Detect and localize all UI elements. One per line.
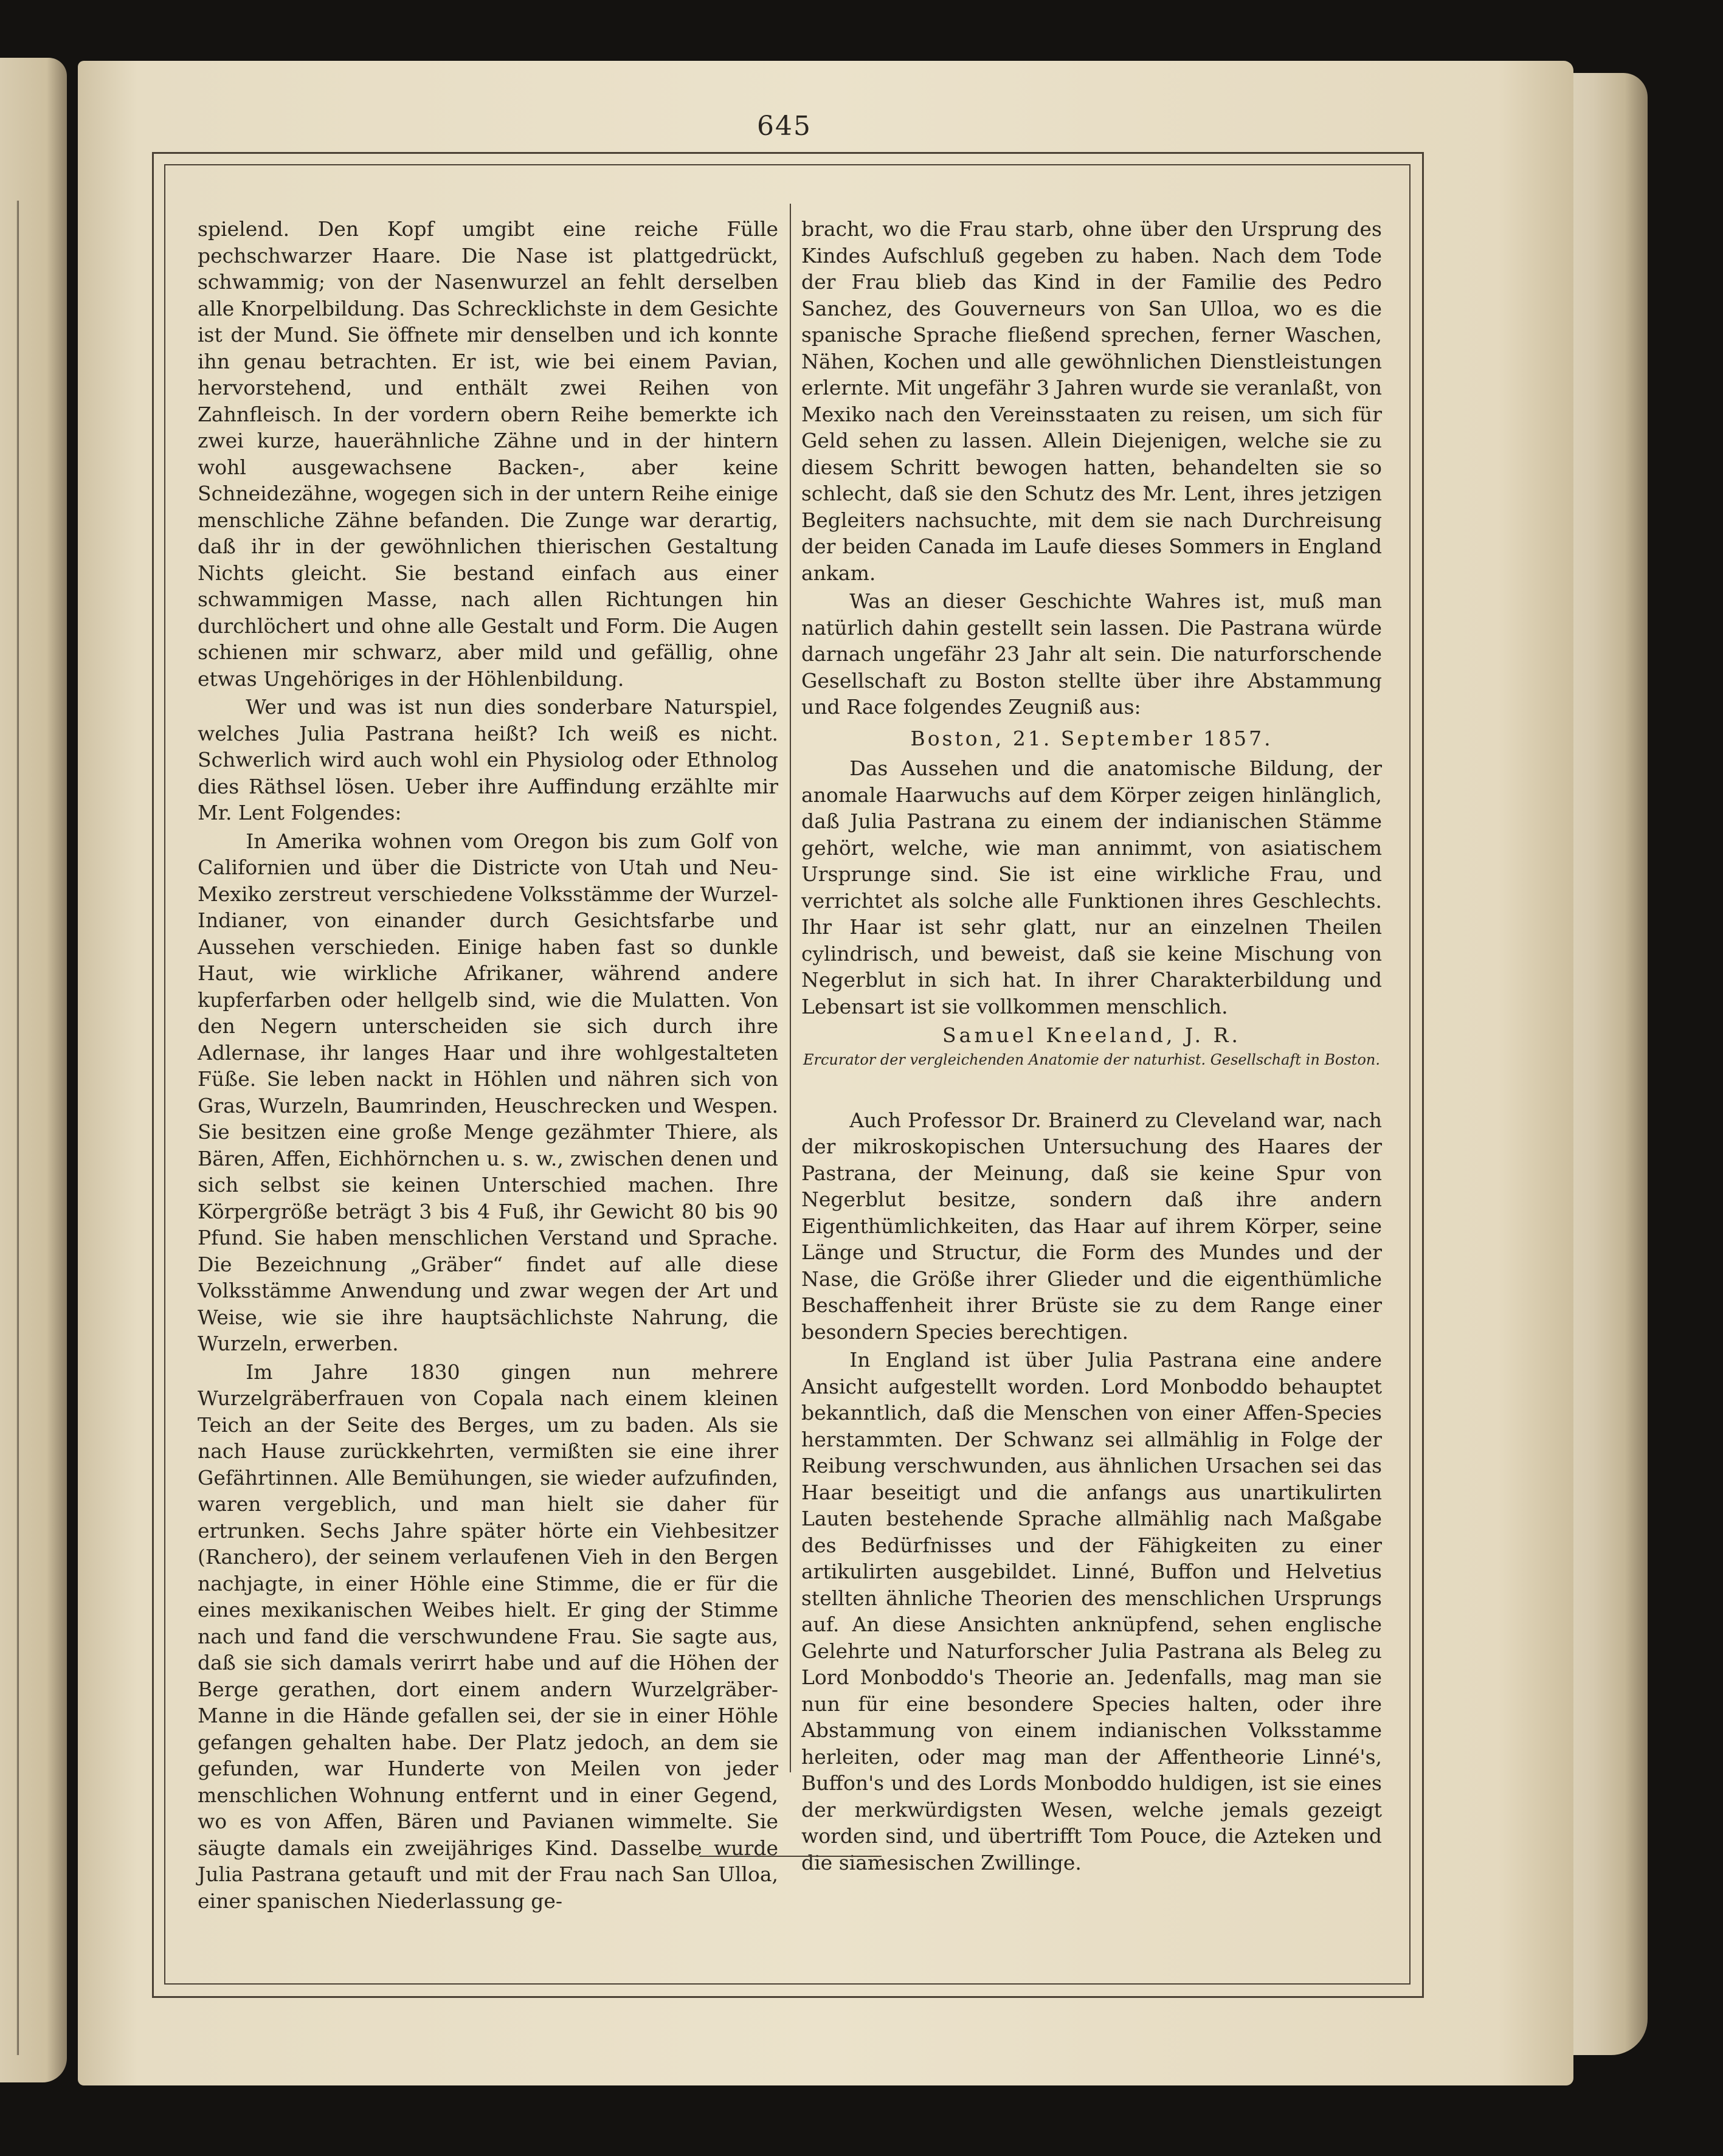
- bottom-rule: [699, 1856, 882, 1857]
- paragraph: bracht, wo die Frau starb, ohne über den Ursprung des Kindes Aufschluß gegeben zu haben. Nach dem Tode der Frau blieb das Kind in der Familie des Pedro Sanchez, des Gouverneurs von San Ulloa, wo es die spanische Sprache fließend sprechen, ferner Waschen, Nähen, Kochen und alle gewöhnlichen Dienstleistungen erlernte. Mit ungefähr 3 Jahren wurde sie veranlaßt, von Mexiko nach den Vereinsstaaten zu reisen, um sich für Geld sehen zu lassen. Allein Diejenigen, welche sie zu diesem Schritt bewogen hatten, behandelten sie so schlecht, daß sie den Schutz des Mr. Lent, ihres jetzigen Begleiters nachsuchte, mit dem sie nach Durchreisung der beiden Canada im Laufe dieses Sommers in England ankam.: [801, 217, 1382, 585]
- paragraph: spielend. Den Kopf umgibt eine reiche Fülle pechschwarzer Haare. Die Nase ist plattgedrückt, schwammig; von der Nasenwurzel an fehlt derselben alle Knorpelbildung. Das Schrecklichste in dem Gesichte ist der Mund. Sie öffnete mir denselben und ich konnte ihn genau betrachten. Er ist, wie bei einem Pavian, hervorstehend, und enthält zwei Reihen von Zahnfleisch. In der vordern obern Reihe bemerkte ich zwei kurze, hauerähnliche Zähne und in der hintern wohl ausgewachsene Backen-, aber keine Schneidezähne, wogegen sich in der untern Reihe einige menschliche Zähne befanden. Die Zunge war derartig, daß ihr in der gewöhnlichen thierischen Gestaltung Nichts gleicht. Sie bestand einfach aus einer schwammigen Masse, nach allen Richtungen hin durchlöchert und ohne alle Gestalt und Form. Die Augen schienen mir schwarz, aber mild und gefällig, ohne etwas Ungehöriges in der Höhlenbildung.: [198, 217, 778, 691]
- certificate-signature: Samuel Kneeland, J. R.: [942, 1023, 1241, 1047]
- certificate-dateline: Boston, 21. September 1857.: [910, 726, 1273, 750]
- page-number: 645: [757, 111, 812, 142]
- signature-title: Ercurator der vergleichenden Anatomie der naturhist. Gesellschaft in Boston.: [803, 1051, 1380, 1068]
- paragraph: Wer und was ist nun dies sonderbare Naturspiel, welches Julia Pastrana heißt? Ich weiß es nicht. Schwerlich wird auch wohl ein Physiolog oder Ethnolog dies Räthsel lösen. Ueber ihre Auffindung erzählte mir Mr. Lent Folgendes:: [198, 695, 778, 824]
- column-divider: [790, 204, 791, 1772]
- certificate-text: Das Aussehen und die anatomische Bildung, der anomale Haarwuchs auf dem Körper zeigen hinlänglich, daß Julia Pastrana zu einem der indianischen Stämme gehört, welche, wie man annimmt, von asiatischem Ursprunge sind. Sie ist eine wirkliche Frau, und verrichtet als solche alle Funktionen ihres Geschlechts. Ihr Haar ist sehr glatt, nur an einzelnen Theilen cylindrisch, und beweist, daß sie keine Mischung von Negerblut in sich hat. In ihrer Charakterbildung und Lebensart ist sie vollkommen menschlich.: [801, 756, 1382, 1018]
- left-column: [198, 216, 778, 1914]
- paragraph: Was an dieser Geschichte Wahres ist, muß man natürlich dahin gestellt sein lassen. Die Pastrana würde darnach ungefähr 23 Jahr alt sein. Die naturforschende Gesellschaft zu Boston stellte über ihre Abstammung und Race folgendes Zeugniß aus:: [801, 589, 1382, 719]
- section-gap: [801, 1069, 1382, 1107]
- paragraph: Im Jahre 1830 gingen nun mehrere Wurzelgräberfrauen von Copala nach einem kleinen Teich an der Seite des Berges, um zu baden. Als sie nach Hause zurückkehrten, vermißten sie eine ihrer Gefährtinnen. Alle Bemühungen, sie wieder aufzufinden, waren vergeblich, und man hielt sie daher für ertrunken. Sechs Jahre später hörte ein Viehbesitzer (Ranchero), der seinem verlaufenen Vieh in den Bergen nachjagte, in einer Höhle eine Stimme, die er für die eines mexikanischen Weibes hielt. Er ging der Stimme nach und fand die verschwundene Frau. Sie sagte aus, daß sie sich damals verirrt habe und auf die Höhen der Berge gerathen, dort einem andern Wurzelgräber-Manne in die Hände gefallen sei, der sie in einer Höhle gefangen gehalten habe. Der Platz jedoch, an dem sie gefunden, war Hunderte von Meilen von jeder menschlichen Wohnung entfernt und in einer Gegend, wo es von Affen, Bären und Pavianen wimmelte. Sie säugte damals ein zweijähriges Kind. Dasselbe wurde Julia Pastrana getauft und mit der Frau nach San Ulloa, einer spanischen Niederlassung ge-: [198, 1360, 778, 1913]
- paragraph: In England ist über Julia Pastrana eine andere Ansicht aufgestellt worden. Lord Monboddo behauptet bekanntlich, daß die Menschen von einer Affen-Species herstammten. Der Schwanz sei allmählig in Folge der Reibung verschwunden, aus ähnlichen Ursachen sei das Haar beseitigt und die anfangs aus unartikulirten Lauten bestehende Sprache allmählig nach Maßgabe des Bedürfnisses und der Fähigkeiten zu einer artikulirten ausgebildet. Linné, Buffon und Helvetius stellten ähnliche Theorien des menschlichen Ursprungs auf. An diese Ansichten anknüpfend, sehen englische Gelehrte und Naturforscher Julia Pastrana als Beleg zu Lord Monboddo's Theorie an. Jedenfalls, mag man sie nun für eine besondere Species halten, oder ihre Abstammung von einem indianischen Volksstamme herleiten, oder mag man der Affentheorie Linné's, Buffon's und des Lords Monboddo huldigen, ist sie eines der merkwürdigsten Wesen, welche jemals gezeigt worden sind, und übertrifft Tom Pouce, die Azteken und die siamesischen Zwillinge.: [801, 1348, 1382, 1874]
- paragraph: Auch Professor Dr. Brainerd zu Cleveland war, nach der mikroskopischen Untersuchung des Haares der Pastrana, der Meinung, daß sie keine Spur von Negerblut besitze, sondern daß ihre andern Eigenthümlichkeiten, das Haar auf ihrem Körper, seine Länge und Structur, die Form des Mundes und der Nase, die Größe ihrer Glieder und die eigenthümliche Beschaffenheit ihrer Brüste sie zu dem Range einer besondern Species berechtigen.: [801, 1108, 1382, 1344]
- facing-page-edge: [0, 58, 67, 2082]
- facing-page-rule: [0, 201, 19, 2055]
- right-column: [801, 216, 1382, 1876]
- paragraph: In Amerika wohnen vom Oregon bis zum Golf von Californien und über die Districte von Utah und Neu-Mexiko zerstreut verschiedene Volksstämme der Wurzel-Indianer, von einander durch Gesichtsfarbe und Aussehen verschieden. Einige haben fast so dunkle Haut, wie wirkliche Afrikaner, während andere kupferfarben oder hellgelb sind, wie die Mulatten. Von den Negern unterscheiden sie sich durch ihre Adlernase, ihr langes Haar und ihre wohlgestalteten Füße. Sie leben nackt in Höhlen und nähren sich von Gras, Wurzeln, Baumrinden, Heuschrecken und Wespen. Sie besitzen eine große Menge gezähmter Thiere, als Bären, Affen, Eichhörnchen u. s. w., zwischen denen und sich selbst sie keinen Unterschied machen. Ihre Körpergröße beträgt 3 bis 4 Fuß, ihr Gewicht 80 bis 90 Pfund. Sie haben menschlichen Verstand und Sprache. Die Bezeichnung „Gräber“ findet auf alle diese Volksstämme Anwendung und zwar wegen der Art und Weise, wie sie ihre hauptsächlichste Nahrung, die Wurzeln, erwerben.: [198, 829, 778, 1355]
